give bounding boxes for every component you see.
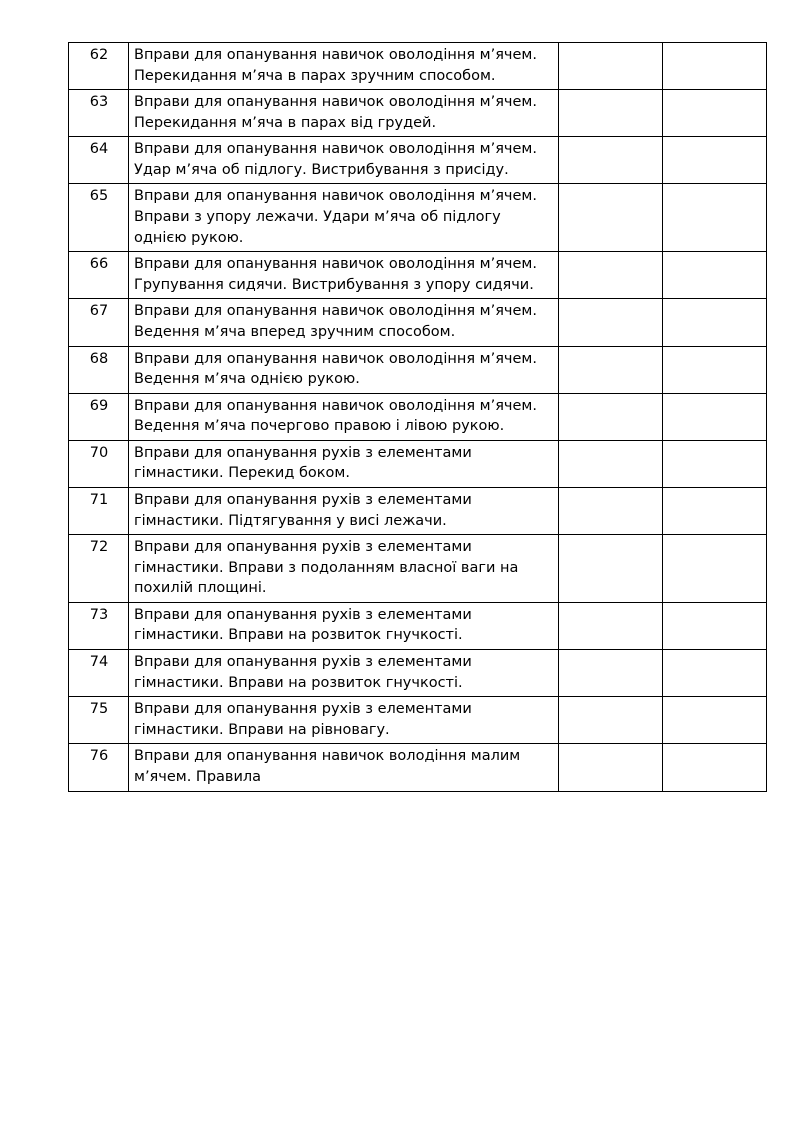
row-blank-2 bbox=[663, 744, 767, 791]
row-number: 62 bbox=[69, 43, 129, 90]
table-row bbox=[69, 252, 767, 299]
row-content: Вправи для опанування навичок оволодіння м’ячем. Перекидання м’яча в парах зручним способом. bbox=[129, 43, 559, 90]
row-blank-2 bbox=[663, 602, 767, 649]
row-content: Вправи для опанування навичок володіння малим м’ячем. Правила bbox=[129, 744, 559, 791]
row-number: 71 bbox=[69, 487, 129, 534]
row-blank-1 bbox=[559, 535, 663, 603]
row-number: 67 bbox=[69, 299, 129, 346]
row-blank-2 bbox=[663, 252, 767, 299]
row-content: Вправи для опанування навичок оволодіння м’ячем. Удар м’яча об підлогу. Вистрибування з присіду. bbox=[129, 137, 559, 184]
row-blank-1 bbox=[559, 440, 663, 487]
table-row bbox=[69, 602, 767, 649]
row-blank-2 bbox=[663, 697, 767, 744]
row-number: 74 bbox=[69, 650, 129, 697]
row-number: 65 bbox=[69, 184, 129, 252]
table-row bbox=[69, 487, 767, 534]
row-blank-2 bbox=[663, 346, 767, 393]
row-content: Вправи для опанування рухів з елементами гімнастики. Вправи на розвиток гнучкості. bbox=[129, 650, 559, 697]
row-blank-1 bbox=[559, 744, 663, 791]
row-blank-2 bbox=[663, 184, 767, 252]
table-row bbox=[69, 393, 767, 440]
lesson-plan-table bbox=[68, 42, 767, 792]
table-row bbox=[69, 744, 767, 791]
row-number: 73 bbox=[69, 602, 129, 649]
row-content: Вправи для опанування рухів з елементами гімнастики. Вправи на рівновагу. bbox=[129, 697, 559, 744]
row-blank-1 bbox=[559, 602, 663, 649]
row-content: Вправи для опанування навичок оволодіння м’ячем. Вправи з упору лежачи. Удари м’яча об підлогу однією рукою. bbox=[129, 184, 559, 252]
row-content: Вправи для опанування навичок оволодіння м’ячем. Перекидання м’яча в парах від грудей. bbox=[129, 90, 559, 137]
row-number: 63 bbox=[69, 90, 129, 137]
row-blank-1 bbox=[559, 346, 663, 393]
row-content: Вправи для опанування рухів з елементами гімнастики. Вправи з подоланням власної ваги на похилій площині. bbox=[129, 535, 559, 603]
table-row bbox=[69, 90, 767, 137]
row-blank-1 bbox=[559, 393, 663, 440]
row-blank-1 bbox=[559, 137, 663, 184]
row-blank-1 bbox=[559, 299, 663, 346]
table-row bbox=[69, 137, 767, 184]
row-number: 76 bbox=[69, 744, 129, 791]
row-blank-1 bbox=[559, 252, 663, 299]
row-blank-2 bbox=[663, 43, 767, 90]
row-number: 70 bbox=[69, 440, 129, 487]
row-blank-2 bbox=[663, 393, 767, 440]
row-content: Вправи для опанування навичок оволодіння м’ячем. Групування сидячи. Вистрибування з упору сидячи. bbox=[129, 252, 559, 299]
table-row bbox=[69, 650, 767, 697]
row-blank-1 bbox=[559, 184, 663, 252]
table-row bbox=[69, 346, 767, 393]
table-row bbox=[69, 440, 767, 487]
row-number: 68 bbox=[69, 346, 129, 393]
row-blank-1 bbox=[559, 650, 663, 697]
row-blank-2 bbox=[663, 90, 767, 137]
table-row bbox=[69, 299, 767, 346]
row-content: Вправи для опанування рухів з елементами гімнастики. Перекид боком. bbox=[129, 440, 559, 487]
row-blank-2 bbox=[663, 487, 767, 534]
row-blank-1 bbox=[559, 487, 663, 534]
row-content: Вправи для опанування навичок оволодіння м’ячем. Ведення м’яча однією рукою. bbox=[129, 346, 559, 393]
row-number: 75 bbox=[69, 697, 129, 744]
row-blank-1 bbox=[559, 697, 663, 744]
table-body bbox=[69, 43, 767, 792]
row-content: Вправи для опанування навичок оволодіння м’ячем. Ведення м’яча почергово правою і лівою рукою. bbox=[129, 393, 559, 440]
row-number: 64 bbox=[69, 137, 129, 184]
row-blank-2 bbox=[663, 650, 767, 697]
row-content: Вправи для опанування рухів з елементами гімнастики. Вправи на розвиток гнучкості. bbox=[129, 602, 559, 649]
row-blank-2 bbox=[663, 440, 767, 487]
row-blank-2 bbox=[663, 535, 767, 603]
table-row bbox=[69, 43, 767, 90]
table-row bbox=[69, 184, 767, 252]
row-content: Вправи для опанування навичок оволодіння м’ячем. Ведення м’яча вперед зручним способом. bbox=[129, 299, 559, 346]
row-number: 69 bbox=[69, 393, 129, 440]
table-row bbox=[69, 535, 767, 603]
row-blank-2 bbox=[663, 137, 767, 184]
row-content: Вправи для опанування рухів з елементами гімнастики. Підтягування у висі лежачи. bbox=[129, 487, 559, 534]
row-blank-2 bbox=[663, 299, 767, 346]
row-blank-1 bbox=[559, 43, 663, 90]
table-row bbox=[69, 697, 767, 744]
row-number: 72 bbox=[69, 535, 129, 603]
row-blank-1 bbox=[559, 90, 663, 137]
row-number: 66 bbox=[69, 252, 129, 299]
